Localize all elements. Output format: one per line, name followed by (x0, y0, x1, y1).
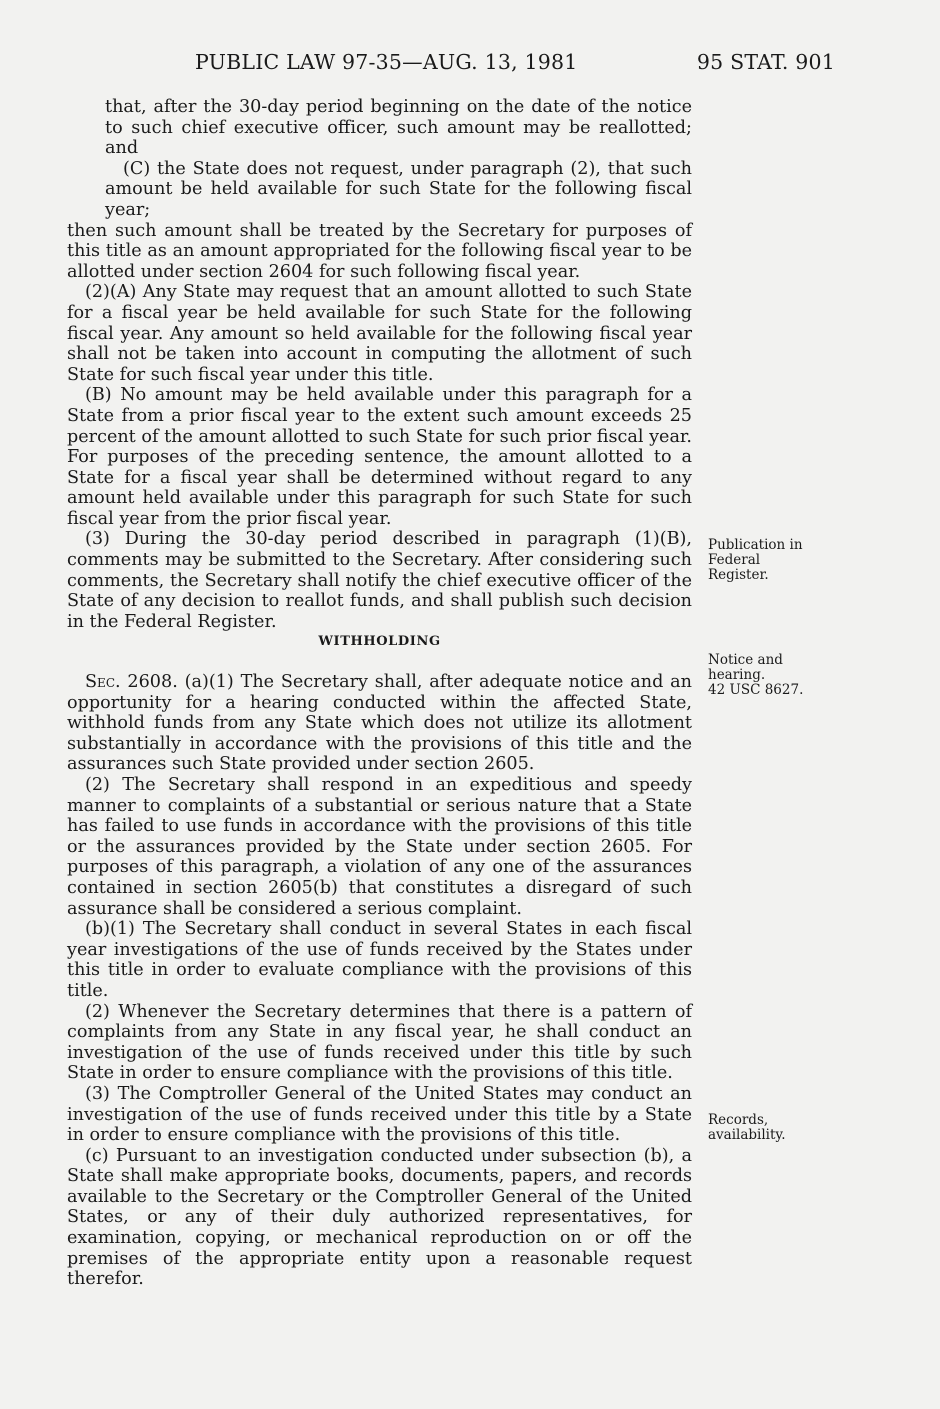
paragraph: then such amount shall be treated by the Secretary for purposes of this title as an amount appropriated for the following fiscal year to be allotted under section 2604 for such following fiscal year. (67, 220, 692, 282)
header-title: PUBLIC LAW 97-35—AUG. 13, 1981 (195, 50, 578, 74)
margin-note-notice-hearing: Notice and hearing. 42 USC 8627. (708, 652, 804, 698)
section-heading: WITHHOLDING (318, 634, 441, 650)
paragraph: (b)(1) The Secretary shall conduct in several States in each fiscal year investigations of the use of funds received by the States under this title in order to evaluate compliance with the provisions of this title. (67, 919, 692, 1001)
header-stat-citation: 95 STAT. 901 (696, 50, 835, 74)
page-header (195, 50, 835, 90)
margin-note-publication: Publication in Federal Register. (708, 537, 803, 583)
paragraph: (B) No amount may be held available under this paragraph for a State from a prior fiscal year to the extent such amount exceeds 25 percent of the amount allotted to such State for such prior fiscal year. For purposes of the preceding sentence, the amount allotted to a State for a fiscal year shall be determined without regard to any amount held available under this paragraph for such State for such fiscal year from the prior fiscal year. (67, 385, 692, 529)
section-label: Sec. (85, 672, 121, 693)
body-text (67, 97, 692, 1290)
paragraph: (C) the State does not request, under paragraph (2), that such amount be held available for such State for the following fiscal year; (105, 158, 692, 220)
paragraph: (2) Whenever the Secretary determines that there is a pattern of complaints from any State in any fiscal year, he shall conduct an investigation of the use of funds received under this title by such State in order to ensure compliance with the provisions of this title. (67, 1001, 692, 1084)
paragraph: (c) Pursuant to an investigation conducted under subsection (b), a State shall make appropriate books, documents, papers, and records available to the Secretary or the Comptroller General of the United States, or any of their duly authorized representatives, for examination, copying, or mechanical reproduction on or off the premises of the appropriate entity upon a reasonable request therefor. (67, 1145, 692, 1290)
paragraph: (3) During the 30-day period described in paragraph (1)(B), comments may be submitted to the Secretary. After considering such comments, the Secretary shall notify the chief executive officer of the State of any decision to reallot funds, and shall publish such decision in the Federal Register. (67, 529, 692, 632)
paragraph-section-2608 (67, 672, 692, 775)
section-text: 2608. (a)(1) The Secretary shall, after adequate notice and an opportunity for a hearing conducted within the affected State, withhold funds from any State which does not utilize its allotment substantially in accordance with the provisions of this title and the assurances such State provided under section 2605. (67, 672, 692, 775)
paragraph: (2)(A) Any State may request that an amount allotted to such State for a fiscal year be held available for such State for the following fiscal year. Any amount so held available for the following fiscal year shall not be taken into account in computing the allotment of such State for such fiscal year under this title. (67, 282, 692, 385)
paragraph: (2) The Secretary shall respond in an expeditious and speedy manner to complaints of a substantial or serious nature that a State has failed to use funds in accordance with the provisions of this title or the assurances provided by the State under section 2605. For purposes of this paragraph, a violation of any one of the assurances contained in section 2605(b) that constitutes a disregard of such assurance shall be considered a serious complaint. (67, 775, 692, 919)
paragraph: (3) The Comptroller General of the United States may conduct an investigation of the use of funds received under this title by a State in order to ensure compliance with the provisions of this title. (67, 1083, 692, 1146)
paragraph: that, after the 30-day period beginning on the date of the notice to such chief executive officer, such amount may be reallotted; and (105, 97, 692, 159)
margin-note-records: Records, availability. (708, 1112, 786, 1143)
